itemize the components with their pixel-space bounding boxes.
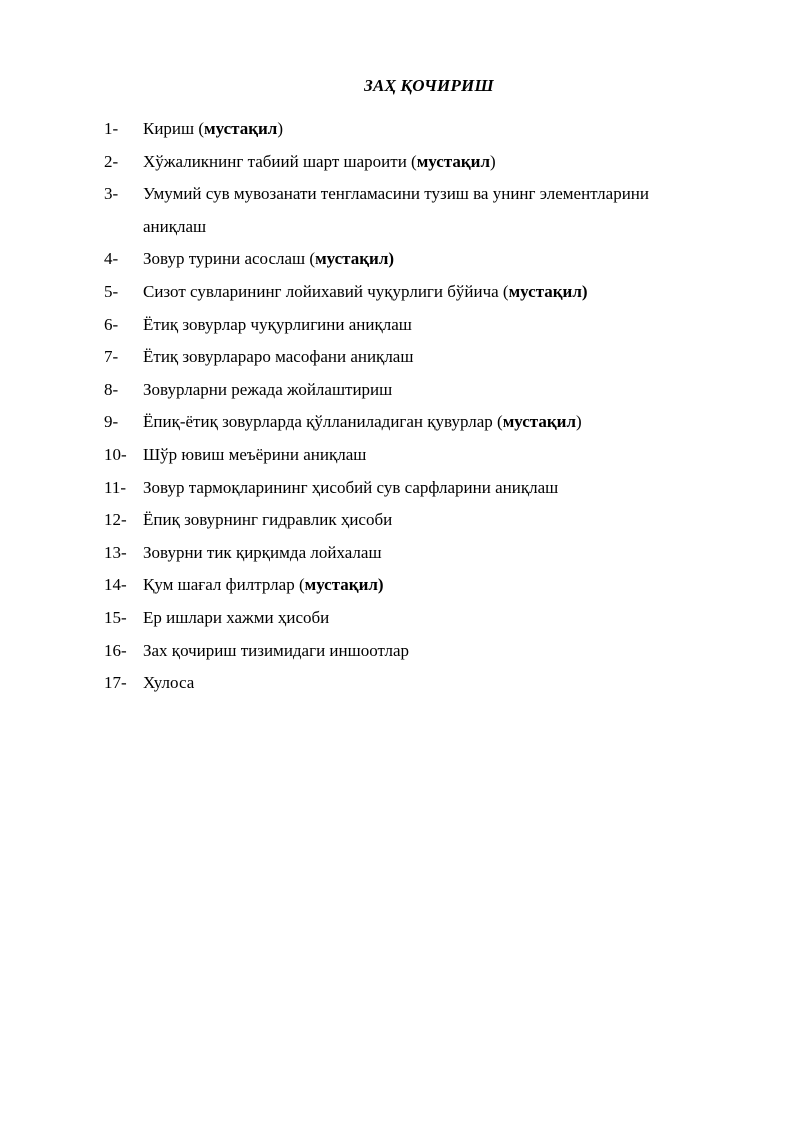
list-item [104, 406, 744, 439]
item-text: Зовурларни режада жойлаштириш [143, 379, 393, 399]
page-title: ЗАҲ ҚОЧИРИШ [364, 76, 494, 95]
item-number: 1- [104, 119, 119, 138]
item-number: 15- [104, 607, 127, 627]
list-item [104, 243, 744, 276]
item-text: Қум шағал филтрлар (мустақил) [143, 575, 384, 595]
item-number: 6- [104, 314, 119, 334]
item-number: 14- [104, 575, 127, 595]
item-text: аниқлаш [143, 216, 207, 236]
list-item [104, 374, 744, 407]
list-item [104, 439, 744, 472]
item-number: 10- [104, 444, 127, 464]
list-item [104, 504, 744, 537]
list-item [104, 178, 744, 211]
item-text: Зовур турини асослаш (мустақил) [143, 249, 395, 269]
item-number: 16- [104, 640, 127, 660]
item-number: 7- [104, 347, 119, 367]
item-text: Зовурни тик қирқимда лойхалаш [143, 542, 382, 562]
list-item [104, 537, 744, 570]
item-text: Ёпиқ-ётиқ зовурларда қўлланиладиган қувурлар (мустақил) [143, 412, 582, 432]
item-text: Хўжаликнинг табиий шарт шароити (мустақил) [143, 151, 496, 171]
list-item [104, 635, 744, 668]
list-item [104, 472, 744, 505]
item-text: Ётиқ зовурлар чуқурлигини аниқлаш [143, 314, 412, 334]
list-item-continuation [104, 211, 744, 244]
list-item [104, 569, 744, 602]
list-item [104, 146, 744, 179]
item-number: 17- [104, 673, 127, 693]
item-text: Ер ишлари хажми ҳисоби [143, 607, 330, 627]
item-text: Кириш (мустақил) [143, 119, 284, 138]
item-text: Сизот сувларининг лойихавий чуқурлиги бўйича (мустақил) [143, 281, 588, 301]
item-text: Ётиқ зовурлараро масофани аниқлаш [143, 347, 414, 367]
item-number: 4- [104, 249, 119, 269]
list-item [104, 276, 744, 309]
item-text: Ёпиқ зовурнинг гидравлик ҳисоби [143, 510, 393, 530]
list-item [104, 113, 744, 146]
item-number: 13- [104, 542, 127, 562]
item-text: Зах қочириш тизимидаги иншоотлар [143, 640, 410, 660]
item-number: 12- [104, 510, 127, 530]
item-text: Умумий сув мувозанати тенгламасини тузиш ва унинг элементларини [143, 184, 649, 204]
item-number: 9- [104, 412, 119, 432]
item-number: 11- [104, 477, 127, 497]
list-item [104, 341, 744, 374]
list-item [104, 602, 744, 635]
item-number: 3- [104, 184, 119, 204]
item-text: Зовур тармоқларининг ҳисобий сув сарфларини аниқлаш [143, 477, 559, 497]
table-of-contents [104, 113, 744, 700]
list-item [104, 667, 744, 700]
list-item [104, 309, 744, 342]
item-text: Шўр ювиш меъёрини аниқлаш [143, 444, 367, 464]
item-number: 8- [104, 379, 119, 399]
item-number: 5- [104, 281, 119, 301]
item-number: 2- [104, 151, 119, 171]
item-text: Хулоса [143, 673, 195, 693]
